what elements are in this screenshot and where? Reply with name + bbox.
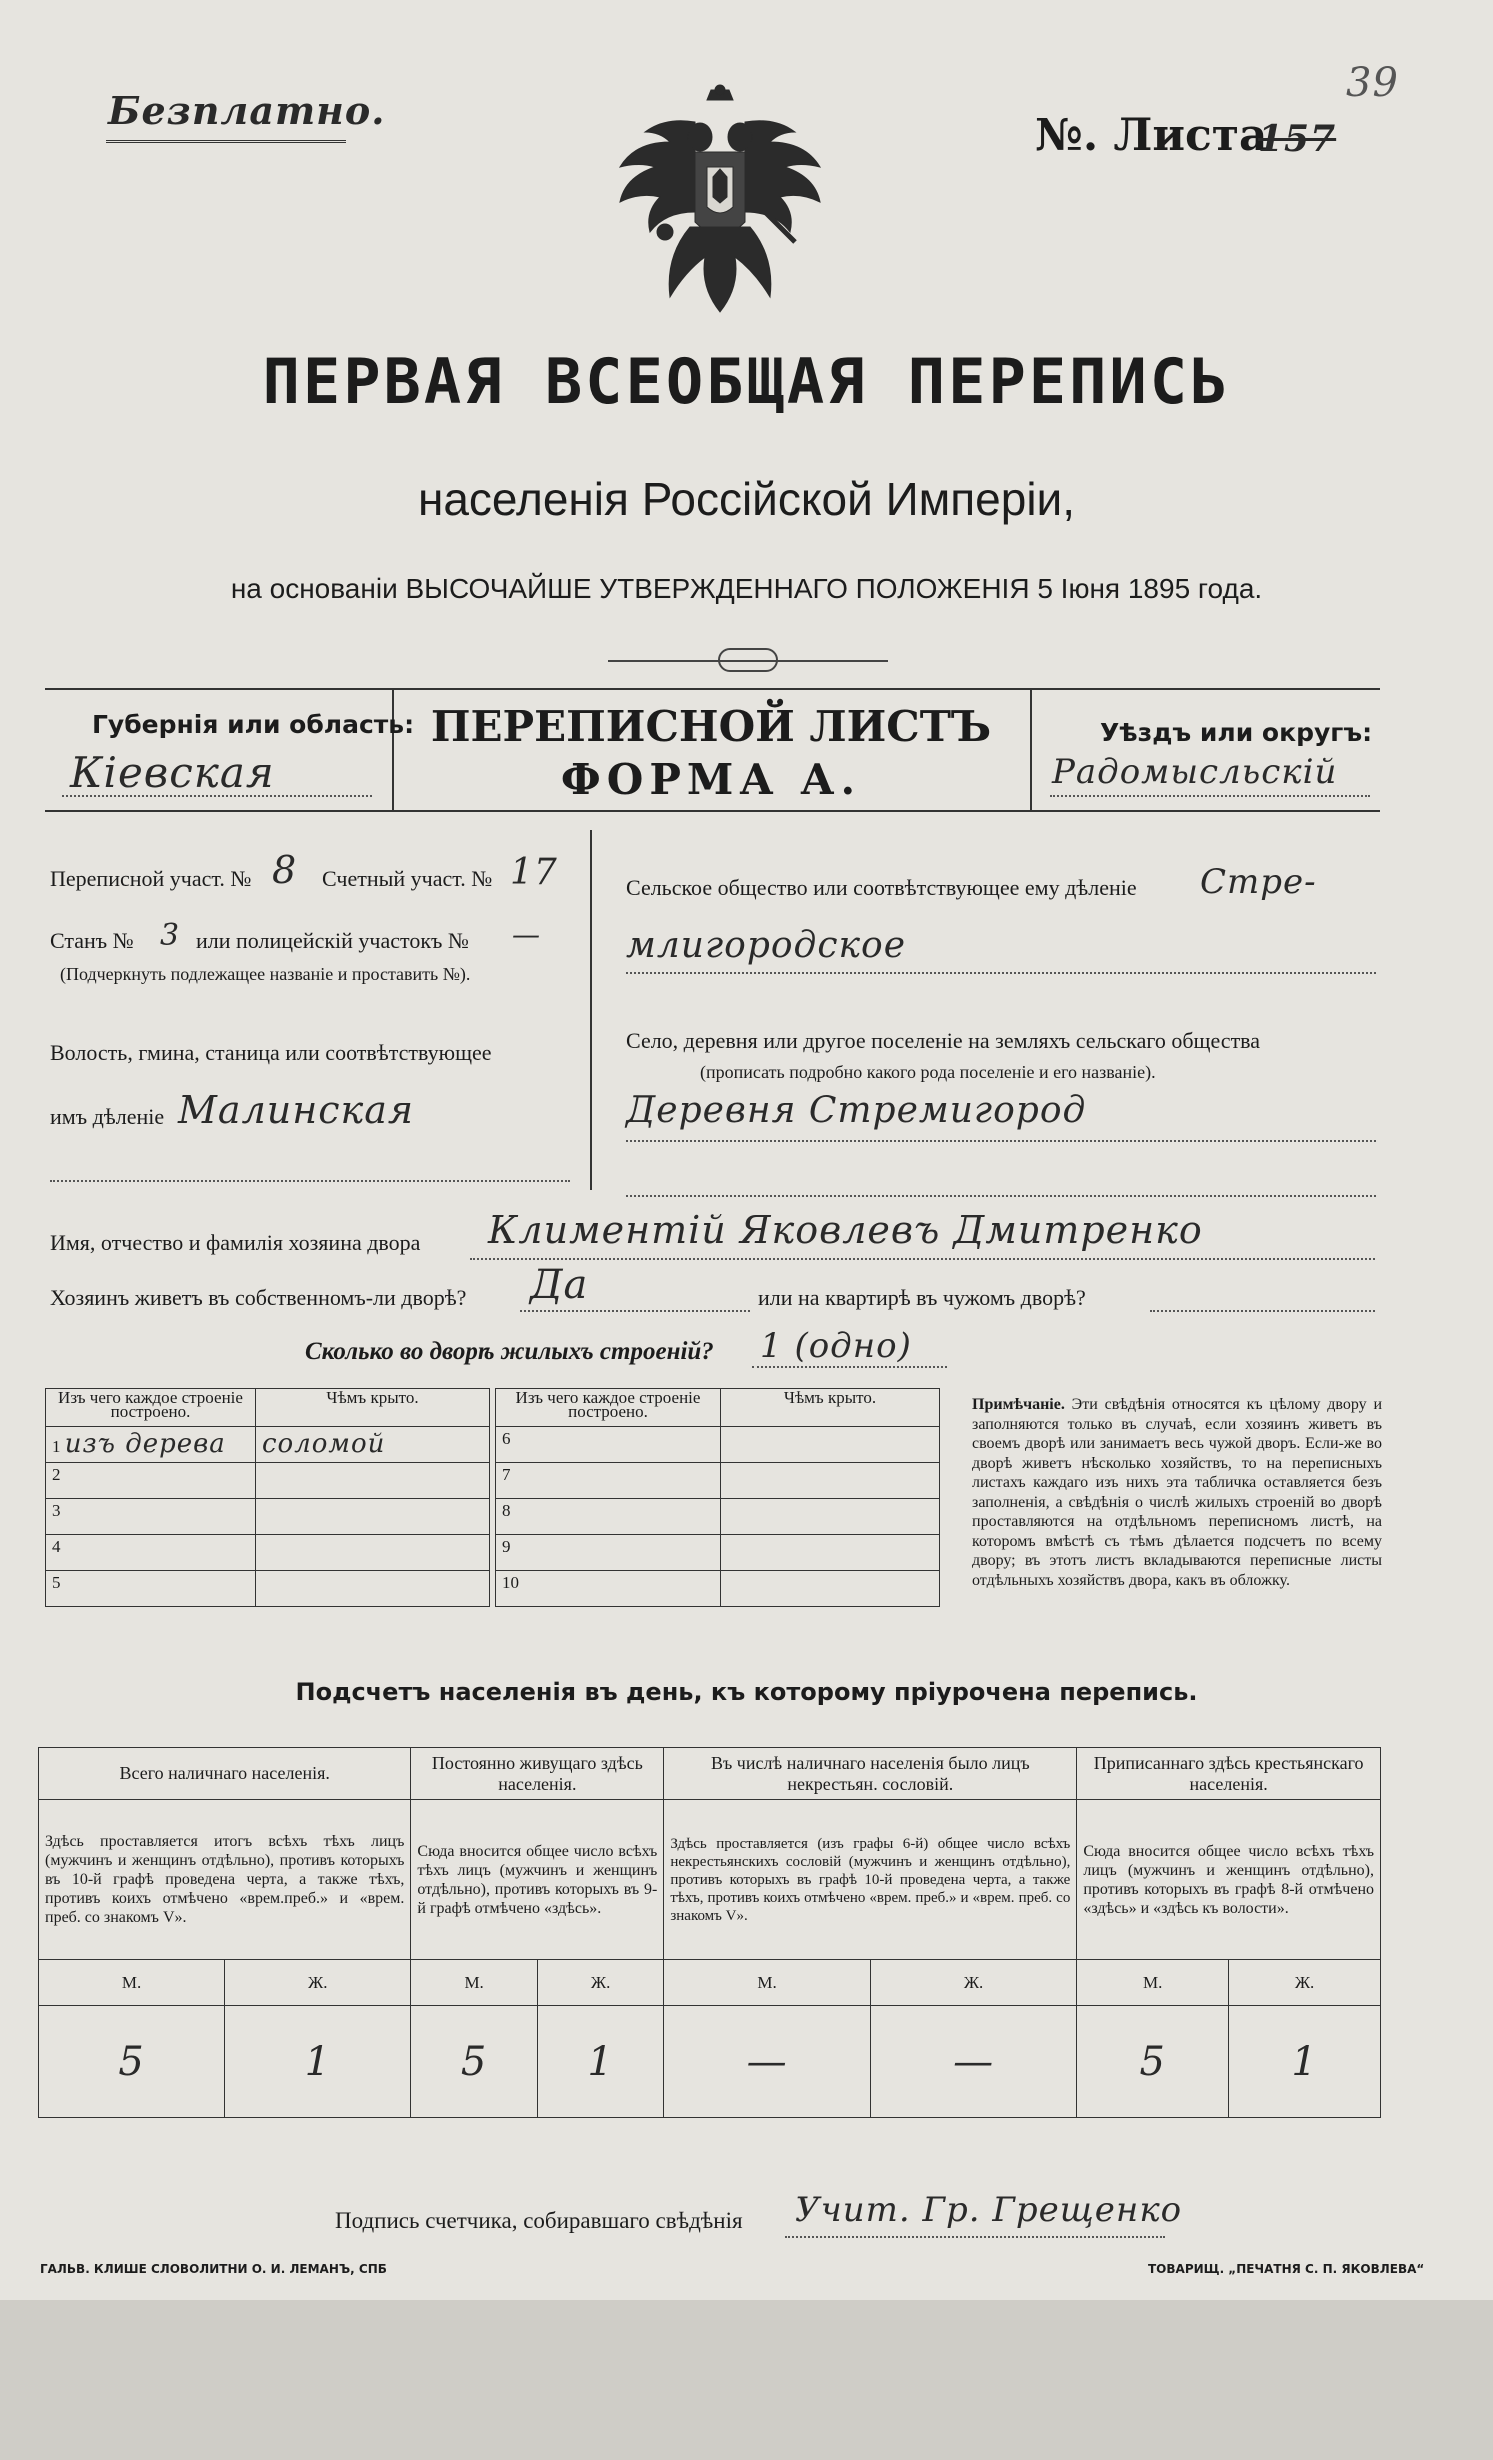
other-yard-label: или на квартирѣ въ чужомъ дворѣ? <box>758 1285 1086 1310</box>
stan-label: Станъ № <box>50 928 134 953</box>
band-bottom-border <box>45 810 1380 812</box>
table-row <box>46 1571 256 1607</box>
signature-label: Подпись счетчика, собиравшаго свѣдѣнія <box>335 2208 743 2233</box>
volost-label-2: имъ дѣленіе <box>50 1104 165 1129</box>
row-number: 8 <box>502 1501 511 1520</box>
roof-header: Чѣмъ крыто. <box>256 1389 490 1427</box>
table-row <box>46 1427 256 1463</box>
signature-dotted-line <box>785 2236 1165 2238</box>
address-block-divider <box>590 830 592 1190</box>
roof-cell: соломой <box>256 1427 490 1463</box>
permanent-male-value: 5 <box>411 2006 537 2118</box>
bleed-through-text <box>1010 195 1450 225</box>
roof-cell <box>721 1427 940 1463</box>
sheet-number-value: 157 <box>1258 118 1337 160</box>
volost-dotted-line <box>50 1180 570 1182</box>
table-row <box>496 1535 721 1571</box>
note-text: Эти свѣдѣнія относятся къ цѣлому двору и заполняются только въ случаѣ, если хозяинъ живетъ въ своемъ дворѣ или занимаетъ весь чужой дворъ. Если-же во дворѣ живетъ нѣсколько хозяйствъ, то на переписныхъ листахъ каждаго изъ нихъ эта табличка оставляется безъ заполненія, а свѣдѣнія о числѣ жилыхъ строеній во дворѣ проставляются на отдѣльномъ переписномъ листѣ, на которомъ вмѣстѣ съ тѣмъ дѣлается подсчетъ по всему двору; въ этотъ листъ вкладываются переписные листы отдѣльныхъ хозяйствъ двора, какъ въ обложку. <box>972 1396 1383 1589</box>
table-row <box>496 1499 721 1535</box>
district-label: Уѣздъ или округъ: <box>1100 718 1373 747</box>
regulation-basis: на основаніи ВЫСОЧАЙШЕ УТВЕРЖДЕННАГО ПОЛОЖЕНІЯ 5 Іюня 1895 года. <box>230 573 1263 604</box>
population-title: Подсчетъ населенія въ день, къ которому пріурочена перепись. <box>295 1678 1198 1706</box>
count-area-value: 17 <box>510 852 558 893</box>
society-value-2: млигородское <box>626 925 906 966</box>
col-desc-non-peasant: Здѣсь проставляется (изъ графы 6-й) общее число всѣхъ некрестьянскихъ сословій (мужчинъ и женщинъ отдѣльно), противъ которыхъ въ графѣ 10-й проведена черта, а также тѣхъ, противъ коихъ отмѣчено «врем. преб.» и «врем. преб. со знакомъ V». <box>664 1800 1077 1960</box>
m-header: М. <box>664 1960 871 2006</box>
owner-name-label: Имя, отчество и фамилія хозяина двора <box>50 1230 421 1255</box>
row-number: 7 <box>502 1465 511 1484</box>
table-row <box>496 1463 721 1499</box>
roof-cell <box>256 1463 490 1499</box>
peasant-female-value: 1 <box>1229 2006 1381 2118</box>
volost-label: Волость, гмина, станица или соотвѣтствующее <box>50 1040 492 1065</box>
underline-note: (Подчеркнуть подлежащее названіе и проставить №). <box>60 964 471 984</box>
permanent-female-value: 1 <box>537 2006 663 2118</box>
f-header: Ж. <box>870 1960 1077 2006</box>
material-cell: изъ дерева <box>64 1429 226 1459</box>
roof-cell <box>721 1571 940 1607</box>
row-number: 9 <box>502 1537 511 1556</box>
free-label-underline <box>106 140 346 143</box>
village-dotted-line-1 <box>626 1140 1376 1142</box>
roof-cell <box>256 1499 490 1535</box>
total-male-value: 5 <box>39 2006 225 2118</box>
material-header: Изъ чего каждое строеніе построено. <box>46 1389 256 1427</box>
col-head-non-peasant: Въ числѣ наличнаго населенія было лицъ некрестьян. сословій. <box>664 1748 1077 1800</box>
village-note: (прописать подробно какого рода поселеніе и его названіе). <box>700 1062 1156 1082</box>
page-subtitle: населенія Россійской Имперіи, <box>417 473 1076 525</box>
band-right-divider <box>1030 688 1032 810</box>
peasant-male-value: 5 <box>1077 2006 1229 2118</box>
row-number: 3 <box>52 1501 61 1520</box>
note-title: Примѣчаніе. <box>972 1396 1065 1413</box>
ornament-center <box>718 648 778 672</box>
police-label: или полицейскій участокъ № <box>196 928 469 953</box>
signature-value: Учит. Гр. Грещенко <box>795 2190 1183 2230</box>
material-header: Изъ чего каждое строеніе построено. <box>496 1389 721 1427</box>
province-value: Кіевская <box>70 748 275 797</box>
society-label: Сельское общество или соотвѣтствующее ему дѣленіе <box>626 875 1137 900</box>
sheet-number-label: №. Листа <box>1035 110 1268 161</box>
buildings-table-left <box>45 1388 490 1607</box>
non-peasant-female-value: — <box>870 2006 1077 2118</box>
table-row <box>496 1571 721 1607</box>
count-area-label: Счетный участ. № <box>322 866 493 891</box>
volost-value: Малинская <box>178 1088 415 1132</box>
total-female-value: 1 <box>225 2006 411 2118</box>
owner-name-value: Климентій Яковлевъ Дмитренко <box>488 1208 1203 1252</box>
row-number: 1 <box>52 1437 61 1456</box>
form-name-line1: ПЕРЕПИСНОЙ ЛИСТЪ <box>430 702 992 751</box>
band-top-border <box>45 688 1380 690</box>
owner-name-dotted-line <box>470 1258 1375 1260</box>
archive-page-number: 39 <box>1346 60 1399 106</box>
census-area-value: 8 <box>272 848 298 892</box>
free-label: Безплатно. <box>108 88 386 133</box>
district-dotted-line <box>1050 795 1370 797</box>
m-header: М. <box>39 1960 225 2006</box>
row-number: 2 <box>52 1465 61 1484</box>
own-yard-label: Хозяинъ живетъ въ собственномъ-ли дворѣ? <box>50 1285 467 1310</box>
buildings-table-right <box>495 1388 940 1607</box>
bottom-edge <box>0 2300 1493 2460</box>
roof-cell <box>721 1463 940 1499</box>
stan-value: 3 <box>160 918 181 953</box>
row-number: 4 <box>52 1537 61 1556</box>
row-number: 6 <box>502 1429 511 1448</box>
non-peasant-male-value: — <box>664 2006 871 2118</box>
village-dotted-line-2 <box>626 1195 1376 1197</box>
society-value-1: Стре- <box>1200 862 1317 902</box>
table-row <box>496 1427 721 1463</box>
col-desc-peasant: Сюда вносится общее число всѣхъ тѣхъ лицъ (мужчинъ и женщинъ отдѣльно), противъ которыхъ въ графѣ 8-й отмѣчено «здѣсь» и «здѣсь къ волости». <box>1077 1800 1381 1960</box>
census-area-label: Переписной участ. № <box>50 866 252 891</box>
row-number: 10 <box>502 1573 519 1592</box>
col-head-total: Всего наличнаго населенія. <box>39 1748 411 1800</box>
buildings-count-dotted-line <box>752 1366 947 1368</box>
roof-cell <box>256 1535 490 1571</box>
province-label: Губернія или область: <box>92 710 415 739</box>
double-headed-eagle-emblem <box>615 82 825 322</box>
other-yard-dotted-line <box>1150 1310 1375 1312</box>
col-desc-total: Здѣсь проставляется итогъ всѣхъ тѣхъ лицъ (мужчинъ и женщинъ отдѣльно), противъ которыхъ въ 10-й графѣ проведена черта, а также тѣхъ, противъ коихъ отмѣчено «врем.преб.» и «врем. преб. со знакомъ V». <box>39 1800 411 1960</box>
page-title: ПЕРВАЯ ВСЕОБЩАЯ ПЕРЕПИСЬ <box>262 345 1231 418</box>
own-yard-value: Да <box>530 1262 589 1308</box>
table-row <box>46 1463 256 1499</box>
col-desc-permanent: Сюда вносится общее число всѣхъ тѣхъ лицъ (мужчинъ и женщинъ отдѣльно), противъ которыхъ въ 9-й графѣ отмѣчено «здѣсь». <box>411 1800 664 1960</box>
roof-cell <box>721 1499 940 1535</box>
roof-header: Чѣмъ крыто. <box>721 1389 940 1427</box>
buildings-count-value: 1 (одно) <box>760 1326 912 1366</box>
population-table <box>38 1747 1381 2118</box>
f-header: Ж. <box>1229 1960 1381 2006</box>
row-number: 5 <box>52 1573 61 1592</box>
col-head-permanent: Постоянно живущаго здѣсь населенія. <box>411 1748 664 1800</box>
roof-cell <box>721 1535 940 1571</box>
f-header: Ж. <box>225 1960 411 2006</box>
own-yard-dotted-line <box>520 1310 750 1312</box>
m-header: М. <box>411 1960 537 2006</box>
buildings-count-label: Сколько во дворѣ жилыхъ строеній? <box>305 1338 714 1365</box>
village-value: Деревня Стремигород <box>626 1090 1087 1131</box>
buildings-note <box>972 1395 1382 1590</box>
f-header: Ж. <box>537 1960 663 2006</box>
printer-right: ТОВАРИЩ. „ПЕЧАТНЯ С. П. ЯКОВЛЕВА“ <box>1148 2262 1425 2276</box>
col-head-peasant: Приписаннаго здѣсь крестьянскаго населенія. <box>1077 1748 1381 1800</box>
roof-cell <box>256 1571 490 1607</box>
m-header: М. <box>1077 1960 1229 2006</box>
form-name-line2: ФОРМА А. <box>560 755 862 804</box>
province-dotted-line <box>62 795 372 797</box>
district-value: Радомысльскій <box>1052 752 1338 792</box>
table-row <box>46 1499 256 1535</box>
society-dotted-line <box>626 972 1376 974</box>
table-row <box>46 1535 256 1571</box>
village-label: Село, деревня или другое поселеніе на земляхъ сельскаго общества <box>626 1028 1261 1053</box>
printer-left: ГАЛЬВ. КЛИШЕ СЛОВОЛИТНИ О. И. ЛЕМАНЪ, СПБ <box>40 2262 387 2276</box>
police-value: — <box>512 918 541 951</box>
